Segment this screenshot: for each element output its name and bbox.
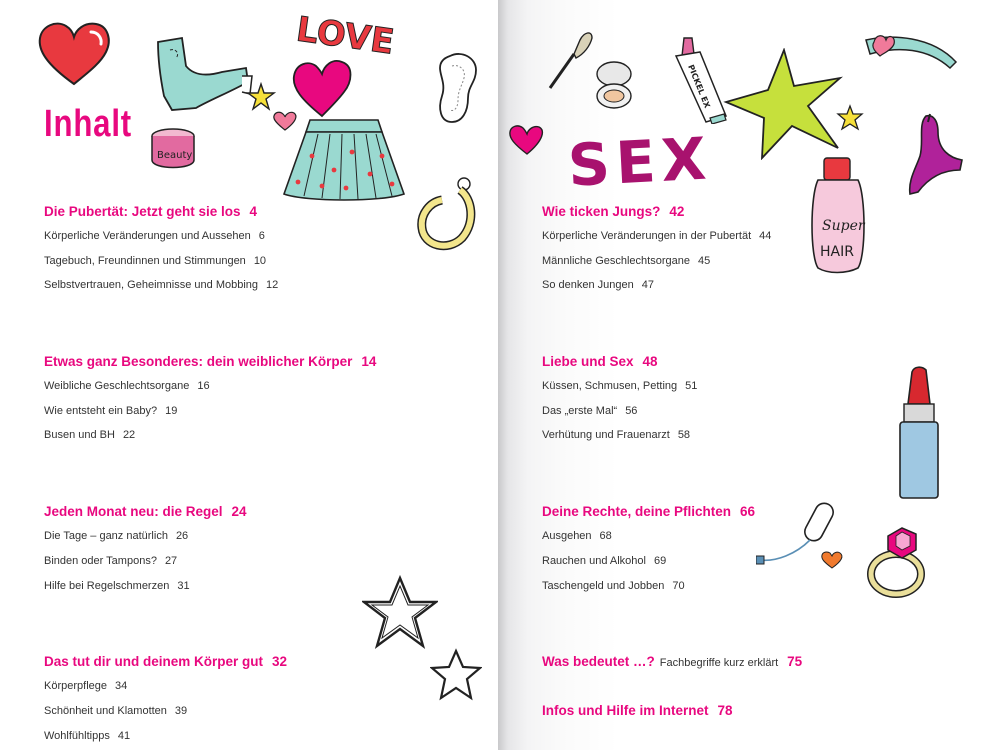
entry-label: Wohlfühltipps: [44, 729, 110, 742]
entry-page: 51: [685, 380, 698, 393]
entry-page: 12: [266, 279, 279, 292]
section-heading[interactable]: [44, 654, 484, 680]
toc-entry[interactable]: [44, 279, 484, 304]
lime-star-icon: [722, 48, 846, 160]
entry-label: Körperliche Veränderungen und Aussehen: [44, 230, 251, 242]
entry-label: So denken Jungen: [542, 279, 634, 292]
section-gap: [542, 604, 872, 654]
section-subtitle: Fachbegriffe kurz erklärt: [659, 657, 779, 670]
section-title: Etwas ganz Besonderes: dein weiblicher Körper: [44, 354, 353, 370]
toc-entry[interactable]: [542, 530, 872, 555]
lipstick-icon: [888, 364, 948, 502]
section-title: Was bedeutet …?: [542, 654, 655, 670]
entry-page: 69: [653, 554, 667, 567]
entry-label: Männliche Geschlechtsorgane: [542, 254, 690, 267]
toc-entry[interactable]: [542, 555, 872, 580]
entry-page: 34: [115, 680, 128, 693]
toc-entry[interactable]: [44, 405, 484, 430]
entry-page: 16: [197, 380, 210, 393]
section-gap: [542, 454, 872, 504]
toc-entry[interactable]: [542, 230, 872, 255]
toc-section: [542, 204, 872, 304]
small-star-icon: [246, 82, 276, 112]
section-page: 48: [642, 354, 658, 370]
high-heel-icon: [904, 112, 964, 200]
entry-page: 31: [177, 579, 190, 592]
toc-entry[interactable]: [44, 429, 484, 454]
toc-entry[interactable]: [542, 380, 872, 405]
toc-entry[interactable]: [44, 730, 484, 754]
love-text: LOVE: [293, 9, 397, 63]
toc-section: [542, 504, 872, 604]
entry-page: 41: [117, 729, 131, 742]
toc-right: [542, 204, 872, 729]
toc-entry[interactable]: [44, 705, 484, 730]
toc-entry[interactable]: [542, 580, 872, 605]
section-title: Infos und Hilfe im Internet: [542, 703, 709, 719]
toc-left: [44, 204, 484, 754]
toc-section: [44, 654, 484, 754]
entry-label: Körperliche Veränderungen in der Pubertät: [542, 230, 752, 242]
section-page: 42: [669, 204, 685, 219]
section-page: 4: [249, 204, 258, 219]
entry-page: 68: [599, 530, 612, 543]
toc-entry[interactable]: [542, 429, 872, 454]
sex-title: SEX: [566, 124, 714, 200]
entry-label: Rauchen und Alkohol: [542, 554, 646, 567]
section-gap: [542, 304, 872, 354]
boot-icon: [150, 36, 254, 116]
toc-entry[interactable]: [542, 279, 872, 304]
section-heading[interactable]: [44, 354, 484, 380]
toc-section: [44, 504, 484, 604]
toc-entry[interactable]: [44, 380, 484, 405]
toc-entry[interactable]: [542, 405, 872, 430]
entry-label: Schönheit und Klamotten: [44, 704, 167, 717]
toc-entry[interactable]: [44, 680, 484, 705]
entry-label: Ausgehen: [542, 530, 592, 543]
skirt-icon: [282, 116, 406, 202]
section-page: 75: [787, 654, 803, 670]
entry-page: 26: [175, 530, 189, 543]
toc-entry[interactable]: [542, 255, 872, 280]
section-title: Liebe und Sex: [542, 354, 634, 370]
entry-label: Küssen, Schmusen, Petting: [542, 380, 678, 393]
section-page: 66: [740, 504, 756, 520]
section-page: 32: [272, 654, 288, 670]
entry-page: 6: [258, 230, 265, 242]
toc-section: [44, 204, 484, 304]
section-gap: [44, 304, 484, 354]
entry-page: 47: [641, 279, 654, 292]
entry-label: Weibliche Geschlechtsorgane: [44, 380, 190, 393]
section-heading[interactable]: [44, 504, 484, 530]
makeup-brush-icon: [544, 26, 594, 92]
pickel-ex-tube-icon: [666, 34, 730, 124]
cream-jar-icon: [148, 126, 198, 172]
toc-entry[interactable]: [44, 580, 484, 605]
section-heading[interactable]: [542, 504, 872, 530]
compact-mirror-icon: [594, 60, 634, 110]
section-gap: [44, 604, 484, 654]
entry-page: 39: [174, 704, 188, 717]
entry-page: 70: [672, 579, 685, 592]
entry-page: 10: [253, 254, 267, 267]
section-heading[interactable]: [542, 354, 872, 380]
entry-page: 19: [165, 404, 178, 417]
section-heading-glossary[interactable]: [542, 654, 872, 680]
entry-label: Selbstvertrauen, Geheimnisse und Mobbing: [44, 279, 259, 292]
entry-label: Körperpflege: [44, 680, 107, 693]
entry-label: Hilfe bei Regelschmerzen: [44, 579, 170, 592]
toc-entry[interactable]: [44, 255, 484, 280]
entry-label: Wie entsteht ein Baby?: [44, 404, 158, 417]
toc-section: [542, 354, 872, 454]
entry-label: Binden oder Tampons?: [44, 554, 157, 567]
super-label: Super: [822, 218, 865, 234]
entry-label: Taschengeld und Jobben: [542, 579, 665, 592]
section-gap: [542, 680, 872, 703]
entry-page: 56: [625, 404, 638, 417]
toc-entry[interactable]: [44, 230, 484, 255]
entry-label: Die Tage – ganz natürlich: [44, 530, 168, 543]
entry-label: Das „erste Mal“: [542, 404, 618, 417]
section-title: Das tut dir und deinem Körper gut: [44, 654, 264, 670]
section-title: Jeden Monat neu: die Regel: [44, 504, 223, 520]
entry-page: 45: [697, 254, 711, 267]
entry-label: Tagebuch, Freundinnen und Stimmungen: [44, 254, 246, 267]
section-heading-internet[interactable]: [542, 703, 872, 729]
entry-page: 58: [677, 429, 691, 442]
toc-entry[interactable]: [44, 555, 484, 580]
section-title: Wie ticken Jungs?: [542, 204, 661, 219]
section-heading[interactable]: [44, 204, 484, 230]
section-page: 14: [361, 354, 377, 370]
entry-label: Verhütung und Frauenarzt: [542, 429, 670, 442]
entry-label: Busen und BH: [44, 429, 115, 442]
love-heart-icon: [292, 8, 424, 118]
section-gap: [44, 454, 484, 504]
tiny-star-icon: [836, 104, 864, 132]
hair-label: HAIR: [820, 244, 854, 260]
entry-page: 27: [164, 554, 178, 567]
toc-section: [44, 354, 484, 454]
entry-page: 22: [122, 429, 136, 442]
toc-entry[interactable]: [44, 530, 484, 555]
pink-heart-icon: [508, 124, 546, 156]
page-title: Inhalt: [44, 103, 133, 145]
section-title: Die Pubertät: Jetzt geht sie los: [44, 204, 241, 219]
ring-icon: [864, 522, 940, 598]
section-page: 24: [231, 504, 247, 520]
red-heart-icon: [36, 20, 112, 88]
section-page: 78: [717, 703, 733, 719]
section-heading[interactable]: [542, 204, 872, 230]
beauty-label: Beauty: [157, 150, 193, 161]
entry-page: 44: [759, 230, 772, 242]
section-title: Deine Rechte, deine Pflichten: [542, 504, 732, 520]
hair-clip-icon: [862, 26, 958, 76]
pickel-label: PICKEL EX: [686, 63, 712, 110]
pad-icon: [432, 52, 486, 126]
